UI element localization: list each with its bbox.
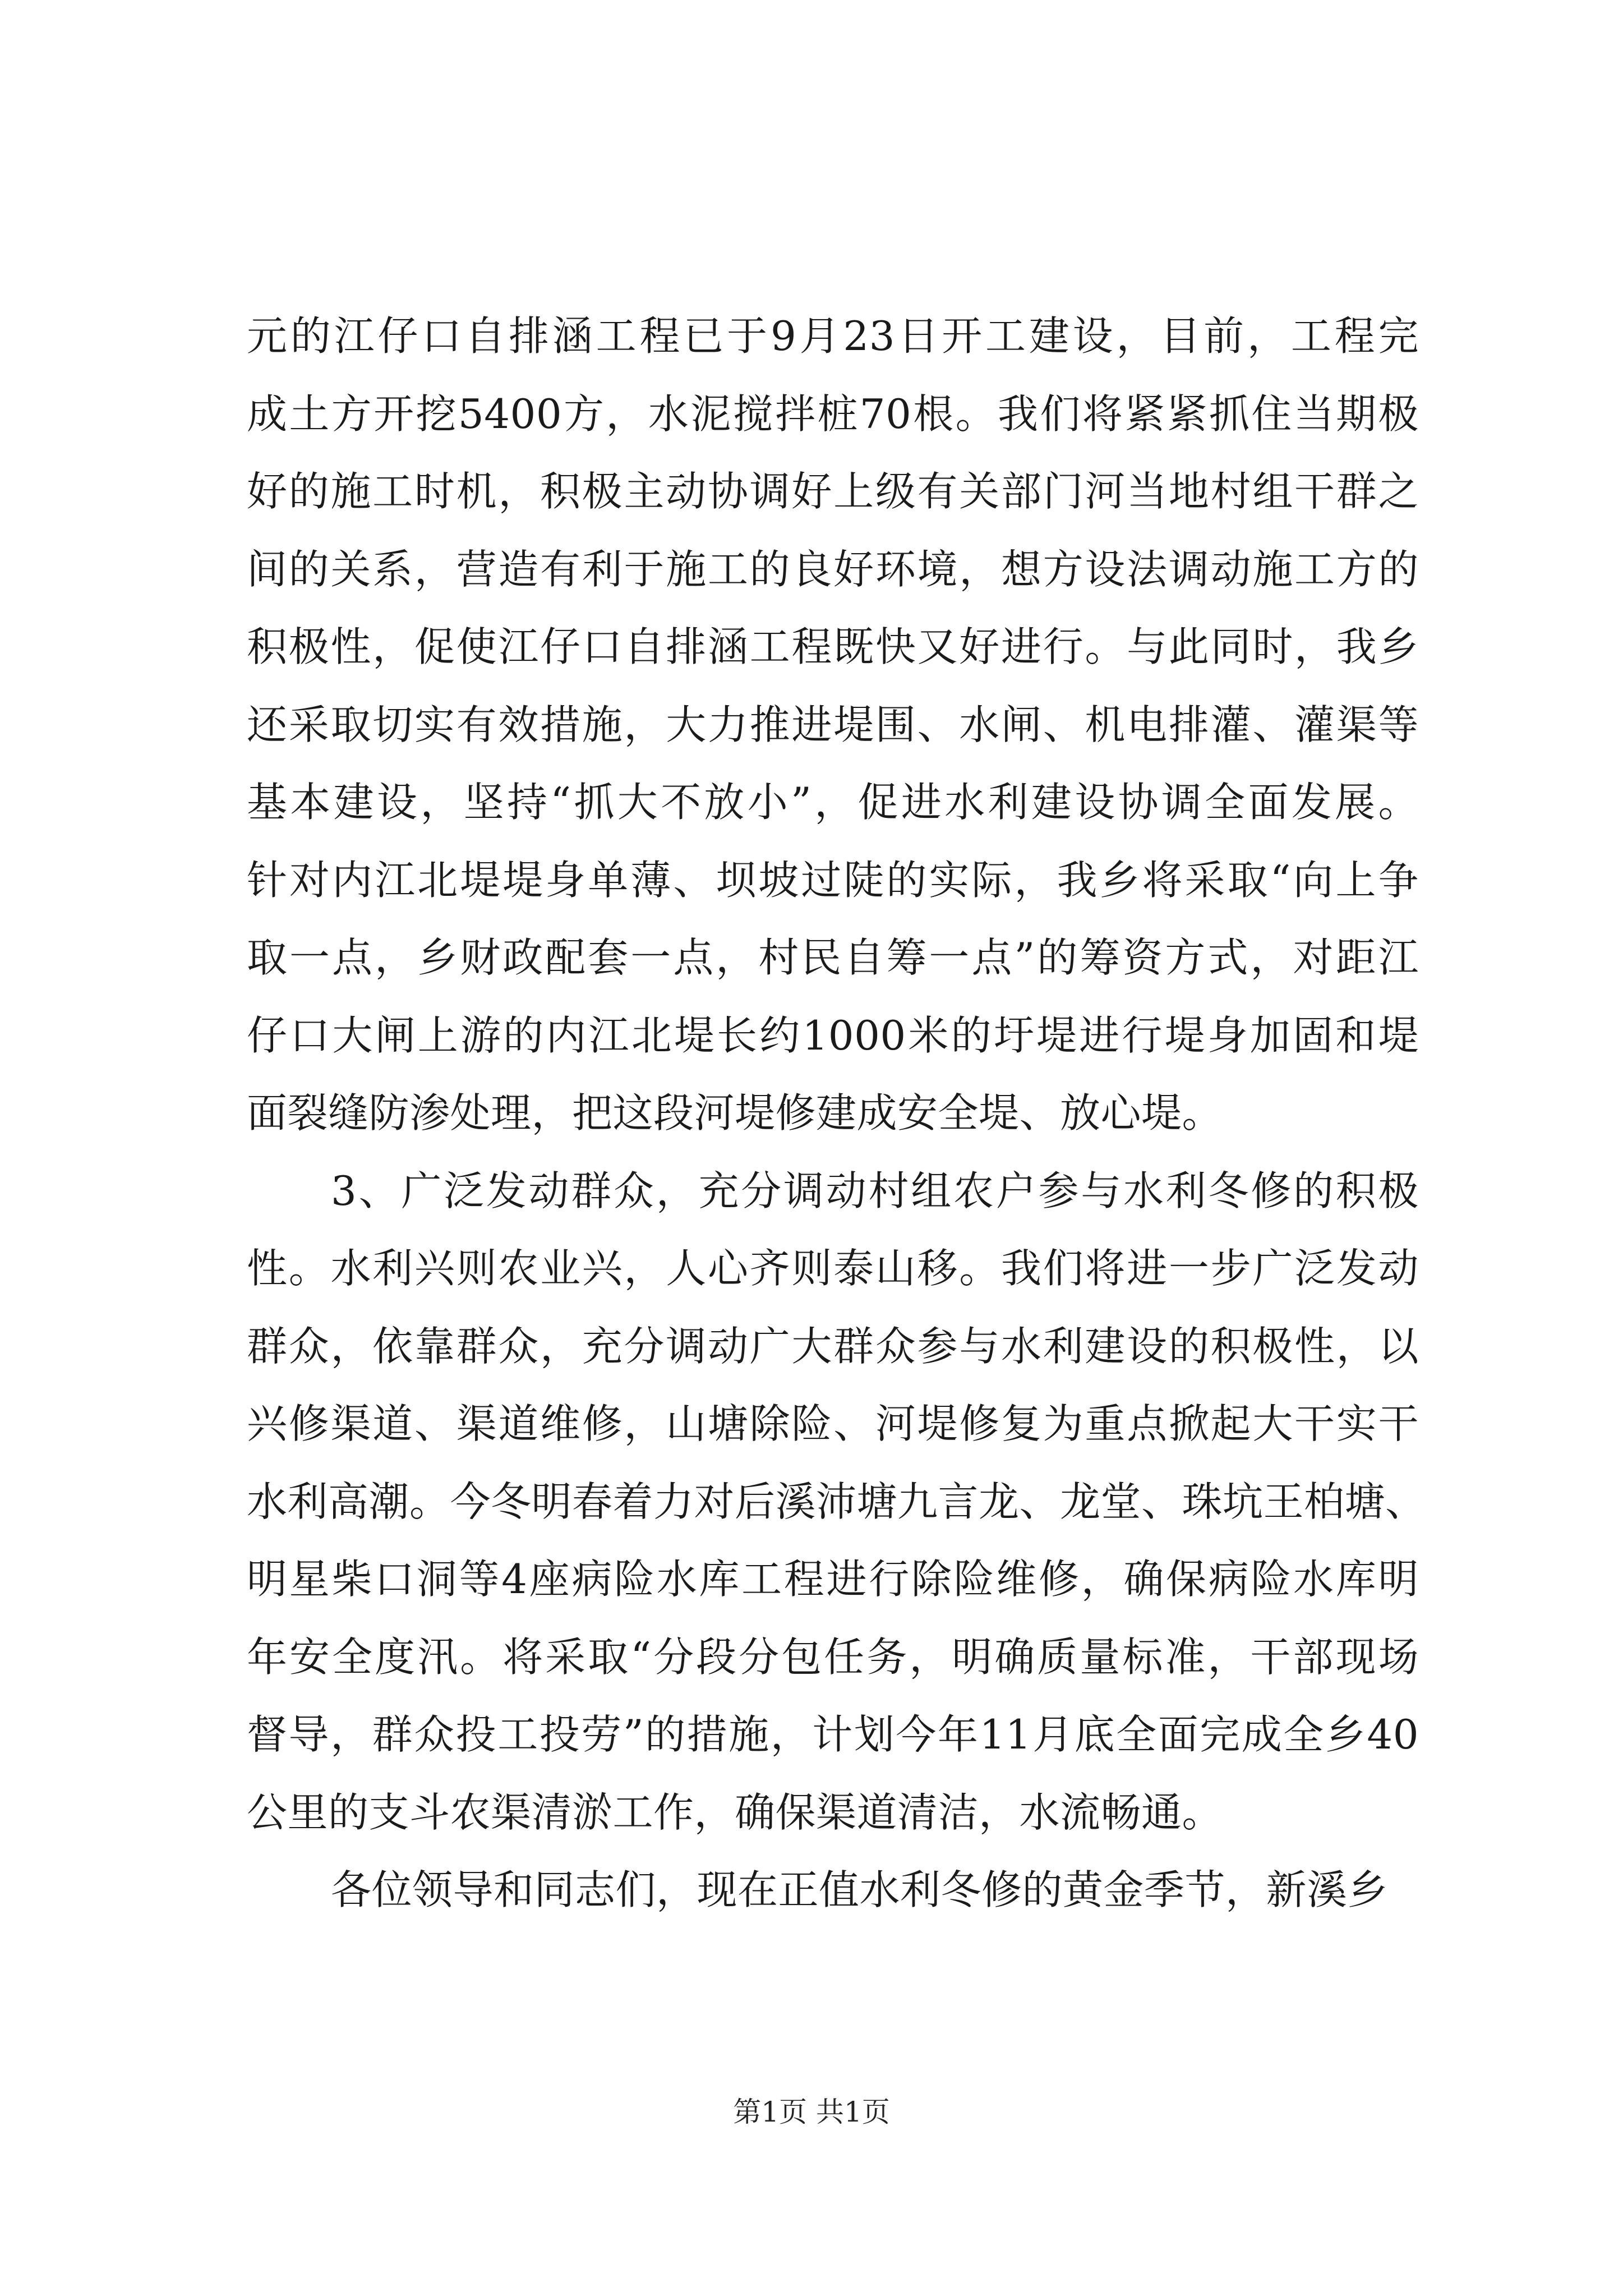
text-line: 水利高潮。今冬明春着力对后溪沛塘九言龙、龙堂、珠坑王柏塘、 xyxy=(247,1478,1426,1525)
text-line: 仔口大闸上游的内江北堤长约1000米的圩堤进行堤身加固和堤 xyxy=(247,1011,1419,1059)
text-line: 年安全度汛。将采取“分段分包任务，明确质量标准，干部现场 xyxy=(247,1633,1419,1681)
document-body xyxy=(247,297,1426,1929)
page-footer: 第1页 共1页 xyxy=(733,2096,890,2128)
text-line: 督导，群众投工投劳”的措施，计划今年11月底全面完成全乡40 xyxy=(247,1711,1419,1758)
text-line: 各位领导和同志们，现在正值水利冬修的黄金季节，新溪乡 xyxy=(331,1866,1389,1913)
text-line: 好的施工时机，积极主动协调好上级有关部门河当地村组干群之 xyxy=(247,468,1419,515)
text-line: 公里的支斗农渠清淤工作，确保渠道清洁，水流畅通。 xyxy=(247,1788,1223,1836)
text-line: 元的江仔口自排涵工程已于9月23日开工建设，目前，工程完 xyxy=(247,312,1419,360)
text-line: 兴修渠道、渠道维修，山塘除险、河堤修复为重点掀起大干实干 xyxy=(247,1400,1419,1447)
text-line: 性。水利兴则农业兴，人心齐则泰山移。我们将进一步广泛发动 xyxy=(247,1245,1419,1292)
text-line: 针对内江北堤堤身单薄、坝坡过陡的实际，我乡将采取“向上争 xyxy=(247,856,1419,904)
text-line: 积极性，促使江仔口自排涵工程既快又好进行。与此同时，我乡 xyxy=(247,623,1419,670)
text-line: 面裂缝防渗处理，把这段河堤修建成安全堤、放心堤。 xyxy=(247,1089,1223,1137)
text-line: 基本建设，坚持“抓大不放小”，促进水利建设协调全面发展。 xyxy=(247,779,1419,826)
text-line: 群众，依靠群众，充分调动广大群众参与水利建设的积极性，以 xyxy=(247,1322,1419,1370)
text-line: 取一点，乡财政配套一点，村民自筹一点”的筹资方式，对距江 xyxy=(247,934,1419,981)
text-line: 明星柴口洞等4座病险水库工程进行除险维修，确保病险水库明 xyxy=(247,1556,1419,1603)
text-line: 3、广泛发动群众，充分调动村组农户参与水利冬修的积极 xyxy=(331,1167,1419,1214)
text-line: 成土方开挖5400方，水泥搅拌桩70根。我们将紧紧抓住当期极 xyxy=(247,390,1419,438)
text-line: 间的关系，营造有利于施工的良好环境，想方设法调动施工方的 xyxy=(247,545,1419,593)
text-line: 还采取切实有效措施，大力推进堤围、水闸、机电排灌、灌渠等 xyxy=(247,701,1419,748)
